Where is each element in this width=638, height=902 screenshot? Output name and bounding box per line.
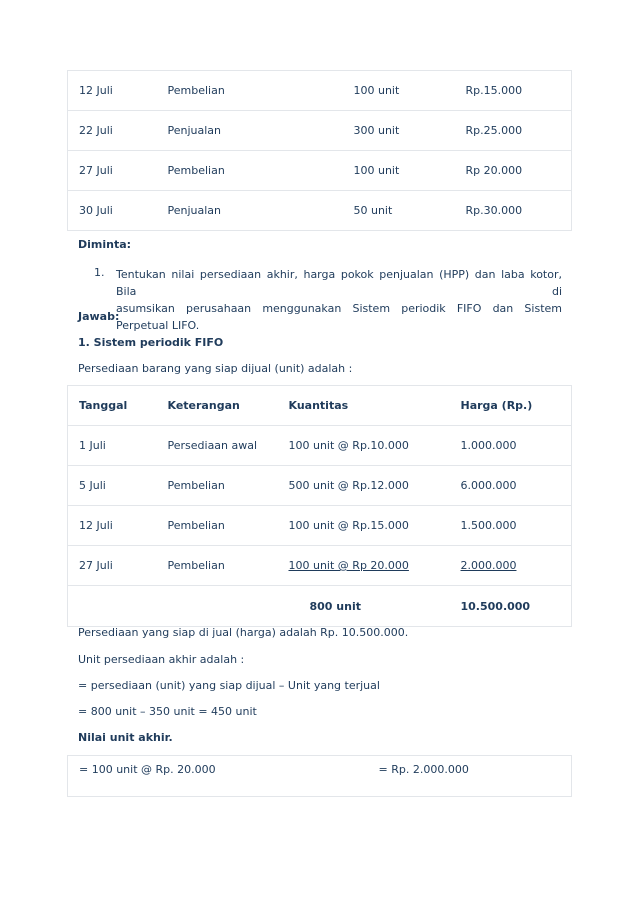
description-cell: Persediaan awal xyxy=(157,426,278,466)
list-number: 1. xyxy=(94,266,105,279)
column-header: Kuantitas xyxy=(278,386,450,426)
table-row xyxy=(68,426,572,466)
date-cell: 27 Juli xyxy=(68,151,157,191)
description-cell: Pembelian xyxy=(157,466,278,506)
table-row xyxy=(68,756,572,797)
date-cell: 12 Juli xyxy=(68,71,157,111)
table-row xyxy=(68,506,572,546)
table-row xyxy=(68,546,572,586)
intro-text: Persediaan barang yang siap dijual (unit) adalah : xyxy=(78,362,353,375)
requirement-list xyxy=(94,266,562,334)
column-header: Keterangan xyxy=(157,386,278,426)
date-cell: 27 Juli xyxy=(68,546,157,586)
price-cell: 2.000.000 xyxy=(450,546,572,586)
ending-unit-formula: = persediaan (unit) yang siap dijual – Unit yang terjual xyxy=(78,679,380,692)
description-cell: Pembelian xyxy=(157,506,278,546)
ending-unit-intro: Unit persediaan akhir adalah : xyxy=(78,653,245,666)
fifo-table xyxy=(67,385,572,627)
price-cell: Rp.25.000 xyxy=(455,111,572,151)
table-row xyxy=(68,191,572,231)
section-title: 1. Sistem periodik FIFO xyxy=(78,336,224,349)
quantity-cell: 50 unit xyxy=(343,191,455,231)
list-item-line-2: asumsikan perusahaan menggunakan Sistem periodik FIFO dan Sistem Perpetual LIFO. xyxy=(116,302,562,332)
table-row xyxy=(68,466,572,506)
table-row xyxy=(68,71,572,111)
description-cell: Pembelian xyxy=(157,71,343,111)
table-header-row xyxy=(68,386,572,426)
ending-value-heading: Nilai unit akhir. xyxy=(78,731,173,744)
price-cell: Rp.15.000 xyxy=(455,71,572,111)
quantity-cell: 100 unit xyxy=(343,71,455,111)
quantity-cell: 100 unit xyxy=(343,151,455,191)
total-row xyxy=(68,586,572,627)
transactions-table xyxy=(67,70,572,231)
description-cell: Pembelian xyxy=(157,546,278,586)
description-cell: Penjualan xyxy=(157,191,343,231)
description-cell: Penjualan xyxy=(157,111,343,151)
date-cell: 1 Juli xyxy=(68,426,157,466)
total-quantity: 800 unit xyxy=(278,586,450,627)
diminta-heading: Diminta: xyxy=(78,238,132,251)
total-price: 10.500.000 xyxy=(450,586,572,627)
quantity-cell: 300 unit xyxy=(343,111,455,151)
ending-value-cell: = Rp. 2.000.000 xyxy=(368,756,572,797)
total-price-text: Persediaan yang siap di jual (harga) adalah Rp. 10.500.000. xyxy=(78,626,409,639)
price-cell: 1.000.000 xyxy=(450,426,572,466)
description-cell: Pembelian xyxy=(157,151,343,191)
table-row xyxy=(68,111,572,151)
column-header: Tanggal xyxy=(68,386,157,426)
date-cell: 22 Juli xyxy=(68,111,157,151)
price-cell: Rp.30.000 xyxy=(455,191,572,231)
quantity-cell: 100 unit @ Rp.15.000 xyxy=(278,506,450,546)
price-cell: 1.500.000 xyxy=(450,506,572,546)
quantity-cell: 100 unit @ Rp 20.000 xyxy=(278,546,450,586)
date-cell: 5 Juli xyxy=(68,466,157,506)
quantity-cell: 100 unit @ Rp.10.000 xyxy=(278,426,450,466)
ending-unit-cell: = 100 unit @ Rp. 20.000 xyxy=(68,756,368,797)
date-cell: 12 Juli xyxy=(68,506,157,546)
ending-unit-calculation: = 800 unit – 350 unit = 450 unit xyxy=(78,705,257,718)
list-item-line-1: Tentukan nilai persediaan akhir, harga pokok penjualan (HPP) dan laba kotor, Bila di xyxy=(116,268,562,298)
jawab-heading: Jawab: xyxy=(78,310,120,323)
table-row xyxy=(68,151,572,191)
price-cell: 6.000.000 xyxy=(450,466,572,506)
price-cell: Rp 20.000 xyxy=(455,151,572,191)
ending-value-table xyxy=(67,755,572,797)
quantity-cell: 500 unit @ Rp.12.000 xyxy=(278,466,450,506)
list-item xyxy=(116,266,562,334)
column-header: Harga (Rp.) xyxy=(450,386,572,426)
date-cell: 30 Juli xyxy=(68,191,157,231)
